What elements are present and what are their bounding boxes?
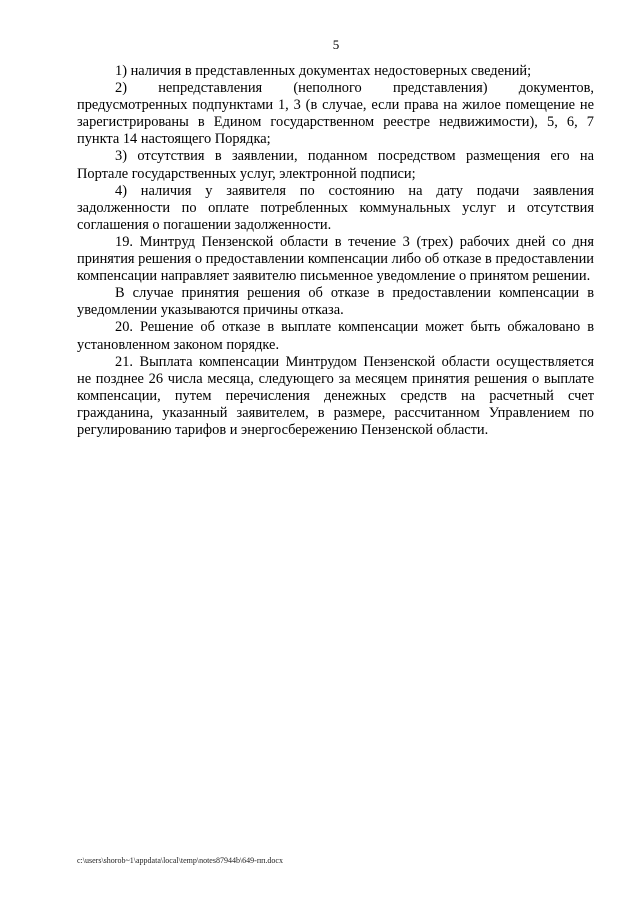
paragraph-refusal-reasons: В случае принятия решения об отказе в предоставлении компенсации в уведомлении указываются причины отказа. [77, 285, 594, 319]
paragraph-clause-21: 21. Выплата компенсации Минтрудом Пензенской области осуществляется не позднее 26 числа месяца, следующего за месяцем принятия решения о выплате компенсации, путем перечисления денежных средств на расчетный счет гражданина, указанный заявителем, в размере, рассчитанном Управлением по регулированию тарифов и энергосбережению Пензенской области. [77, 353, 594, 438]
paragraph-item-4: 4) наличия у заявителя по состоянию на дату подачи заявления задолженности по оплате потребленных коммунальных услуг и отсутствия соглашения о погашении задолженности. [77, 182, 594, 233]
paragraph-clause-19: 19. Минтруд Пензенской области в течение 3 (трех) рабочих дней со дня принятия решения о предоставлении компенсации либо об отказе в предоставлении компенсации направляет заявителю письменное уведомление о принятом решении. [77, 233, 594, 285]
document-body [77, 63, 594, 439]
paragraph-clause-20: 20. Решение об отказе в выплате компенсации может быть обжаловано в установленном законом порядке. [77, 319, 594, 353]
paragraph-item-1: 1) наличия в представленных документах недостоверных сведений; [115, 63, 532, 79]
paragraph-item-3: 3) отсутствия в заявлении, поданном посредством размещения его на Портале государственных услуг, электронной подписи; [77, 148, 594, 182]
footer-file-path: c:\users\shorob~1\appdata\local\temp\notes87944b\649-пп.docx [77, 856, 283, 865]
paragraph-item-2: 2) непредставления (неполного представления) документов, предусмотренных подпунктами 1, 3 (в случае, если права на жилое помещение не зарегистрированы в Едином государственном реестре недвижимости), 5, 6, 7 пункта 14 настоящего Порядка; [77, 80, 594, 148]
page-number: 5 [332, 37, 340, 52]
